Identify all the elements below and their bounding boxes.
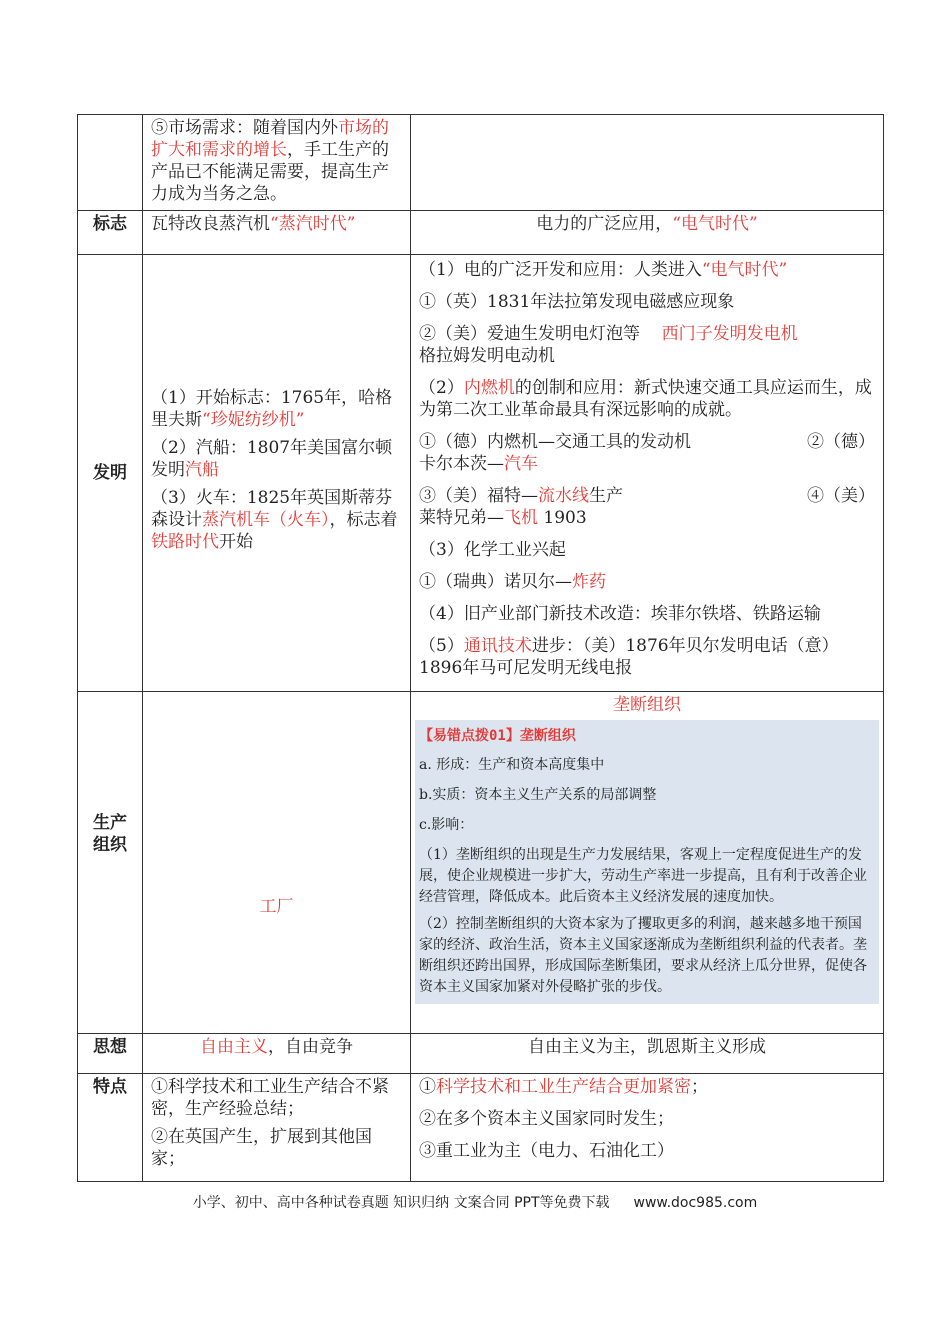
feature-cell-second — [411, 1074, 884, 1182]
demand-highlight: 市场的扩大和需求的增长 — [151, 118, 389, 160]
edison-line: ②（美）爱迪生发明电灯泡等 西门子发明发电机 格拉姆发明电动机 — [419, 324, 798, 366]
ford-line: ③（美）福特—流水线生产 ④（美） 莱特兄弟—飞机 1903 — [419, 486, 875, 528]
tip-title: 【易错点拨01】垄断组织 — [419, 728, 576, 744]
tip-formation: a. 形成：生产和资本高度集中 — [419, 757, 605, 773]
invention-item-3: （3）火车：1825年英国斯蒂芬森设计蒸汽机车（火车），标志着铁路时代开始 — [151, 488, 398, 552]
row-label-empty — [78, 115, 143, 211]
table-row-sign — [78, 211, 884, 255]
nobel-line: ①（瑞典）诺贝尔—炸药 — [419, 572, 606, 592]
sign-highlight-2: “电气时代” — [672, 214, 758, 234]
table-row-invention — [78, 255, 884, 692]
row-label-invention: 发明 — [78, 255, 143, 692]
sign-text-2: 电力的广泛应用， — [536, 214, 673, 234]
sign-cell-first — [143, 211, 411, 255]
row-label-feature: 特点 — [78, 1074, 143, 1182]
feature-2-first: ②在英国产生，扩展到其他国家； — [151, 1127, 372, 1169]
telecom-line: （5）通讯技术进步：（美）1876年贝尔发明电话（意）1896年马可尼发明无线电报 — [419, 636, 839, 678]
renovation-line: （4）旧产业部门新技术改造：埃菲尔铁塔、铁路运输 — [419, 604, 821, 624]
sign-text: 瓦特改良蒸汽机 — [151, 214, 270, 234]
row-label-sign: 标志 — [78, 211, 143, 255]
demand-text: ⑤市场需求：随着国内外 — [151, 118, 338, 138]
footer-text: 小学、初中、高中各种试卷真题 知识归纳 文案合同 PPT等免费下载 — [192, 1195, 610, 1211]
table-row-demand — [78, 115, 884, 211]
electric-line: （1）电的广泛开发和应用：人类进入“电气时代” — [419, 260, 788, 280]
row-label-production: 生产组织 — [78, 692, 143, 1034]
thought-cell-second: 自由主义为主，凯恩斯主义形成 — [411, 1034, 884, 1074]
liberalism-text: 自由主义 — [200, 1037, 268, 1057]
tip-essence: b.实质：资本主义生产关系的局部调整 — [419, 787, 657, 803]
table-row-production — [78, 692, 884, 1034]
row-label-thought: 思想 — [78, 1034, 143, 1074]
benz-line: ①（德）内燃机—交通工具的发动机 ②（德） 卡尔本茨—汽车 — [419, 432, 875, 474]
factory-text: 工厂 — [259, 896, 294, 917]
production-cell-second — [411, 692, 884, 1034]
feature-3-second: ③重工业为主（电力、石油化工） — [419, 1141, 674, 1161]
invention-item-1: （1）开始标志：1765年，哈格里夫斯“珍妮纺纱机” — [151, 388, 393, 430]
demand-cell-second — [411, 115, 884, 211]
feature-2-second: ②在多个资本主义国家同时发生； — [419, 1109, 674, 1129]
demand-cell-first — [143, 115, 411, 211]
faraday-line: ①（英）1831年法拉第发现电磁感应现象 — [419, 292, 735, 312]
feature-1-first: ①科学技术和工业生产结合不紧密，生产经验总结； — [151, 1077, 389, 1119]
comparison-table — [77, 114, 884, 1182]
invention-item-2: （2）汽船：1807年美国富尔顿发明汽船 — [151, 438, 393, 480]
tip-impact-2: （2）控制垄断组织的大资本家为了攫取更多的利润，越来越多地干预国家的经济、政治生活，资本主义国家逐渐成为垄断组织利益的代表者。垄断组织还跨出国界，形成国际垄断集团，要求从经济上瓜分世界，促使各资本主义国家加紧对外侵略扩张的步伐。 — [419, 916, 867, 995]
feature-1-second: ①科学技术和工业生产结合更加紧密； — [419, 1077, 708, 1097]
sign-highlight: “蒸汽时代” — [270, 214, 356, 234]
tip-impact-1: （1）垄断组织的出现是生产力发展结果，客观上一定程度促进生产的发展，使企业规模进一步扩大，劳动生产率进一步提高，且有利于改善企业经营管理，降低成本。此后资本主义经济发展的速度加快。 — [419, 847, 867, 905]
thought-cell-first: 自由主义，自由竞争 — [143, 1034, 411, 1074]
production-cell-first — [143, 692, 411, 1034]
invention-cell-first — [143, 255, 411, 692]
engine-line: （2）内燃机的创制和应用：新式快速交通工具应运而生，成为第二次工业革命最具有深远影响的成就。 — [419, 378, 872, 420]
tip-box — [415, 720, 879, 1004]
sign-cell-second — [411, 211, 884, 255]
invention-cell-second — [411, 255, 884, 692]
demand-text-tail: ，手工生产的产品已不能满足需要，提高生产力成为当务之急。 — [151, 140, 389, 204]
monopoly-title: 垄断组织 — [613, 695, 681, 715]
page-footer — [0, 1192, 950, 1212]
footer-site-link[interactable]: www.doc985.com — [633, 1195, 758, 1211]
table-row-feature — [78, 1074, 884, 1182]
table-row-thought — [78, 1034, 884, 1074]
chemistry-line: （3）化学工业兴起 — [419, 540, 566, 560]
feature-cell-first — [143, 1074, 411, 1182]
tip-impact: c.影响： — [419, 817, 474, 833]
